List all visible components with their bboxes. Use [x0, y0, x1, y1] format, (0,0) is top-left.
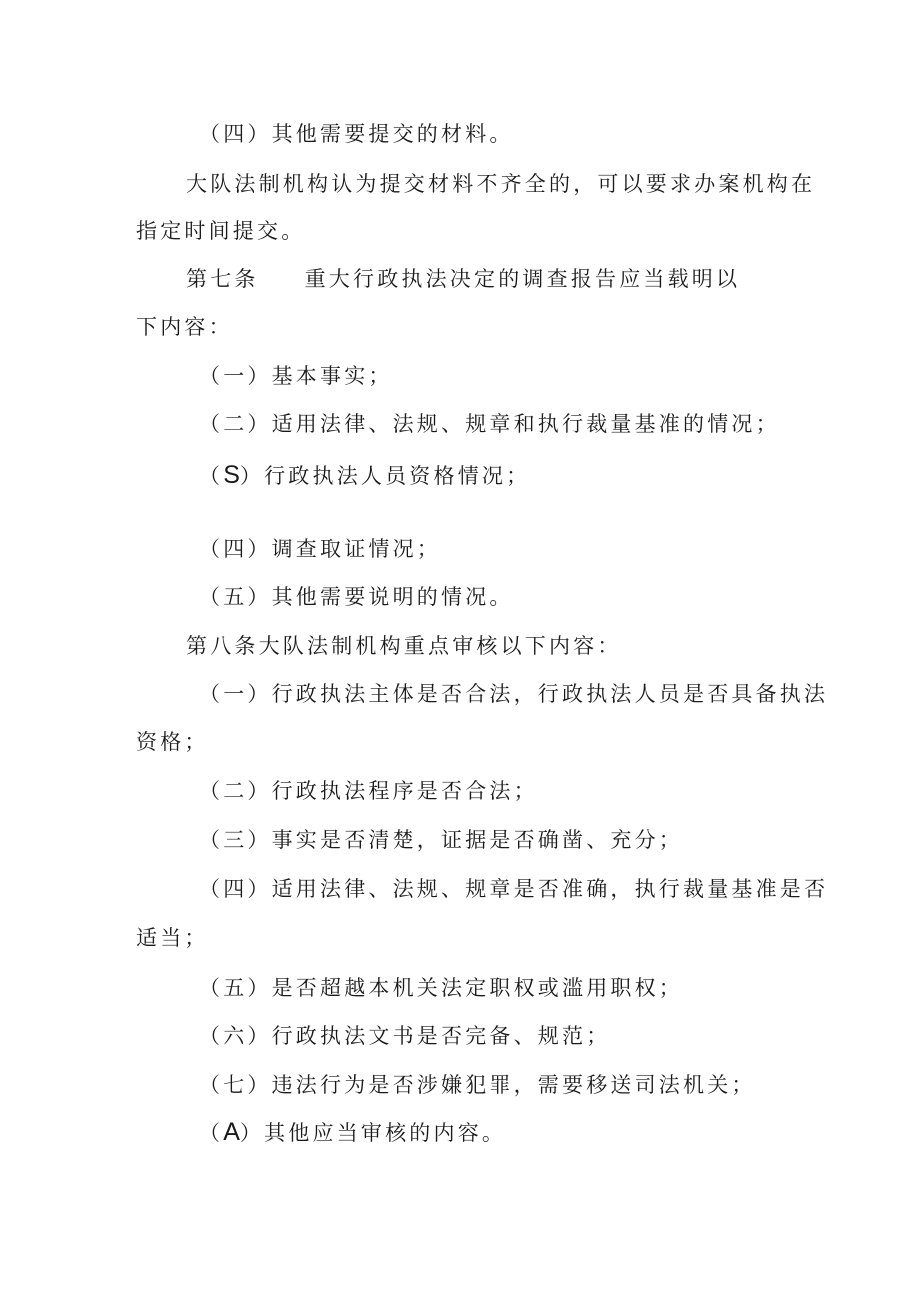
text-line: （四）其他需要提交的材料。: [199, 122, 514, 146]
text-line: 大队法制机构认为提交材料不齐全的，可以要求办案机构在: [186, 172, 816, 196]
list-item: （二）行政执法程序是否合法；: [199, 779, 538, 803]
list-item: （五）其他需要说明的情况。: [199, 585, 514, 609]
article-heading-7: [186, 265, 740, 293]
list-item: （二）适用法律、法规、规章和执行裁量基准的情况；: [199, 412, 780, 436]
article-heading-8: 第八条大队法制机构重点审核以下内容：: [186, 634, 622, 658]
ocr-glyph: A: [223, 1118, 240, 1146]
list-item: （一）行政执法主体是否合法，行政执法人员是否具备执法: [199, 682, 829, 706]
list-item: （五）是否超越本机关法定职权或滥用职权；: [199, 976, 683, 1000]
article-number: 第七条: [186, 267, 259, 291]
text-line: 指定时间提交。: [136, 219, 306, 243]
list-item: （七）违法行为是否涉嫌犯罪，需要移送司法机关；: [199, 1073, 756, 1097]
text-line: 下内容：: [136, 315, 233, 339]
list-item: （A）其他应当审核的内容。: [199, 1118, 507, 1146]
text-line: 资格；: [136, 730, 209, 754]
list-item: （四）调查取证情况；: [199, 537, 441, 561]
list-item: （S）行政执法人员资格情况；: [199, 461, 531, 489]
text-line: 适当；: [136, 926, 209, 950]
list-item: （六）行政执法文书是否完备、规范；: [199, 1024, 611, 1048]
list-item: （三）事实是否清楚，证据是否确凿、充分；: [199, 828, 683, 852]
list-item: （一）基本事实；: [199, 364, 393, 388]
article-text: 重大行政执法决定的调查报告应当载明以: [304, 267, 741, 291]
ocr-glyph: S: [223, 461, 240, 489]
list-item: （四）适用法律、法规、规章是否准确，执行裁量基准是否: [199, 877, 829, 901]
